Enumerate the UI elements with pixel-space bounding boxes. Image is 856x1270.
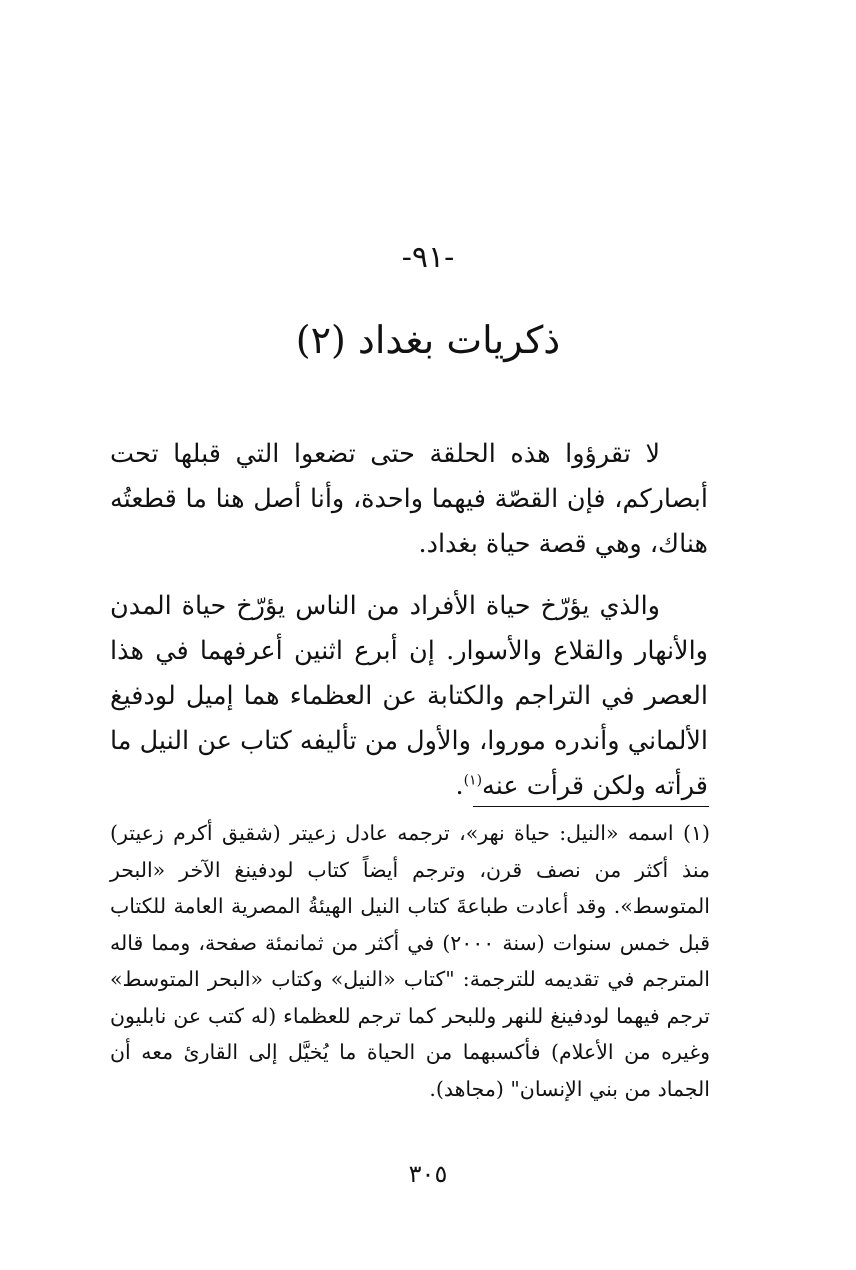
footnote <box>110 815 710 1107</box>
footnote-text: (١) اسمه «النيل: حياة نهر»، ترجمه عادل زعيتر (شقيق أكرم زعيتر) منذ أكثر من نصف قرن، وترجم أيضاً كتاب لودفينغ الآخر «البحر المتوسط». وقد أعادت طباعةَ كتاب النيل الهيئةُ المصرية العامة للكتاب قبل خمس سنوات (سنة ٢٠٠٠) في أكثر من ثمانمئة صفحة، ومما قاله المترجم في تقديمه للترجمة: "كتاب «النيل» وكتاب «البحر المتوسط» ترجم فيهما لودفينغ للنهر وللبحر كما ترجم للعظماء (له كتب عن نابليون وغيره من الأعلام) فأكسبهما من الحياة ما يُخيَّل إلى القارئ معه أن الجماد من بني الإنسان" (مجاهد). <box>110 821 710 1101</box>
paragraph-container <box>110 584 708 809</box>
footnote-divider <box>473 806 709 807</box>
chapter-title: ذكريات بغداد (٢) <box>295 318 561 362</box>
paragraph-text: لا تقرؤوا هذه الحلقة حتى تضعوا التي قبلها تحت أبصاركم، فإن القصّة فيهما واحدة، وأنا أصل هنا ما قطعتُه هناك، وهي قصة حياة بغداد. <box>110 439 708 559</box>
body-paragraph-1 <box>110 432 708 567</box>
paragraph-end-punctuation: . <box>455 771 464 801</box>
chapter-number: -٩١- <box>401 240 455 275</box>
paragraph-text: والذي يؤرّخ حياة الأفراد من الناس يؤرّخ حياة المدن والأنهار والقلاع والأسوار. إن أبرع اثنين أعرفهما في هذا العصر في التراجم والكتابة عن العظماء هما إميل لودفيغ الألماني وأندره موروا، والأول من تأليفه كتاب عن النيل ما قرأته ولكن قرأت عنه <box>110 591 708 801</box>
page-number: ٣٠٥ <box>408 1160 448 1188</box>
body-paragraph-2 <box>110 584 708 809</box>
footnote-reference-link[interactable]: (١) <box>463 772 483 789</box>
